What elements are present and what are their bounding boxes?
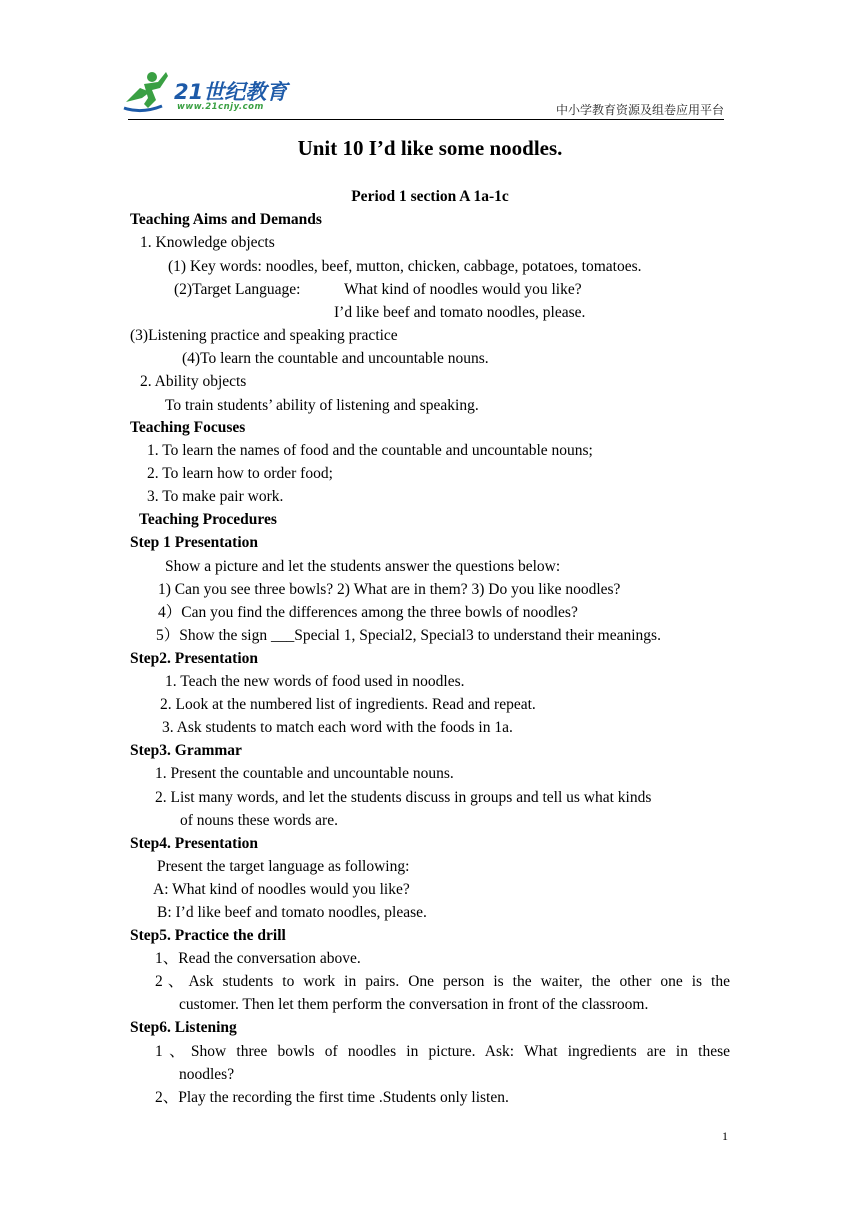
step4-intro: Present the target language as following: — [157, 858, 410, 875]
step2-item-3: 3. Ask students to match each word with the foods in 1a. — [162, 719, 513, 736]
focuses-heading: Teaching Focuses — [130, 419, 246, 436]
aims-sub-1: (1) Key words: noodles, beef, mutton, chicken, cabbage, potatoes, tomatoes. — [168, 258, 642, 275]
step5-item-2-line-1: 2、Ask students to work in pairs. One person is the waiter, the other one is the — [155, 973, 730, 990]
aims-sub-2-question: What kind of noodles would you like? — [344, 281, 582, 298]
logo-url: www.21cnjy.com — [177, 102, 264, 112]
logo-text: 21世纪教育 — [174, 80, 288, 104]
runner-logo-icon — [122, 68, 174, 114]
header-divider — [128, 119, 724, 120]
page-number: 1 — [722, 1129, 728, 1143]
site-logo — [122, 68, 297, 118]
step1-questions: 1) Can you see three bowls? 2) What are in them? 3) Do you like noodles? — [158, 581, 621, 598]
step1-heading: Step 1 Presentation — [130, 534, 259, 551]
aims-item-1: 1. Knowledge objects — [140, 234, 275, 251]
step2-item-2: 2. Look at the numbered list of ingredients. Read and repeat. — [160, 696, 536, 713]
aims-sub-4: (4)To learn the countable and uncountable nouns. — [182, 350, 489, 367]
step1-question-4: 4）Can you find the differences among the three bowls of noodles? — [158, 604, 578, 621]
step4-heading: Step4. Presentation — [130, 835, 259, 852]
aims-sub-2-answer: I’d like beef and tomato noodles, please. — [334, 304, 586, 321]
procedures-heading: Teaching Procedures — [139, 511, 277, 528]
focus-item-3: 3. To make pair work. — [147, 488, 284, 505]
step6-item-1-line-2: noodles? — [179, 1066, 235, 1083]
aims-sub-3: (3)Listening practice and speaking practice — [130, 327, 398, 344]
step4-line-a: A: What kind of noodles would you like? — [153, 881, 410, 898]
aims-heading: Teaching Aims and Demands — [130, 211, 322, 228]
step2-item-1: 1. Teach the new words of food used in noodles. — [165, 673, 465, 690]
step1-intro: Show a picture and let the students answer the questions below: — [165, 558, 561, 575]
step3-item-2-line-1: 2. List many words, and let the students discuss in groups and tell us what kinds — [155, 789, 652, 806]
period-heading: Period 1 section A 1a-1c — [351, 188, 509, 205]
aims-sub-2-label: (2)Target Language: — [174, 281, 301, 298]
document-title: Unit 10 I’d like some noodles. — [297, 136, 563, 160]
step5-heading: Step5. Practice the drill — [130, 927, 286, 944]
step3-heading: Step3. Grammar — [130, 742, 242, 759]
step2-heading: Step2. Presentation — [130, 650, 259, 667]
step5-item-2-line-2: customer. Then let them perform the conversation in front of the classroom. — [179, 996, 649, 1013]
step4-line-b: B: I’d like beef and tomato noodles, please. — [157, 904, 427, 921]
step1-question-5: 5）Show the sign ___Special 1, Special2, Special3 to understand their meanings. — [156, 627, 661, 644]
step6-item-2: 2、Play the recording the first time .Students only listen. — [155, 1089, 509, 1106]
focus-item-2: 2. To learn how to order food; — [147, 465, 333, 482]
step3-item-2-line-2: of nouns these words are. — [180, 812, 338, 829]
focus-item-1: 1. To learn the names of food and the countable and uncountable nouns; — [147, 442, 593, 459]
step3-item-1: 1. Present the countable and uncountable nouns. — [155, 765, 454, 782]
step6-heading: Step6. Listening — [130, 1019, 237, 1036]
step6-item-1-line-1: 1、Show three bowls of noodles in picture. Ask: What ingredients are in these — [155, 1043, 730, 1060]
step5-item-1: 1、Read the conversation above. — [155, 950, 361, 967]
aims-item-2-text: To train students’ ability of listening and speaking. — [165, 397, 479, 414]
aims-item-2: 2. Ability objects — [140, 373, 247, 390]
platform-label: 中小学教育资源及组卷应用平台 — [555, 103, 724, 117]
